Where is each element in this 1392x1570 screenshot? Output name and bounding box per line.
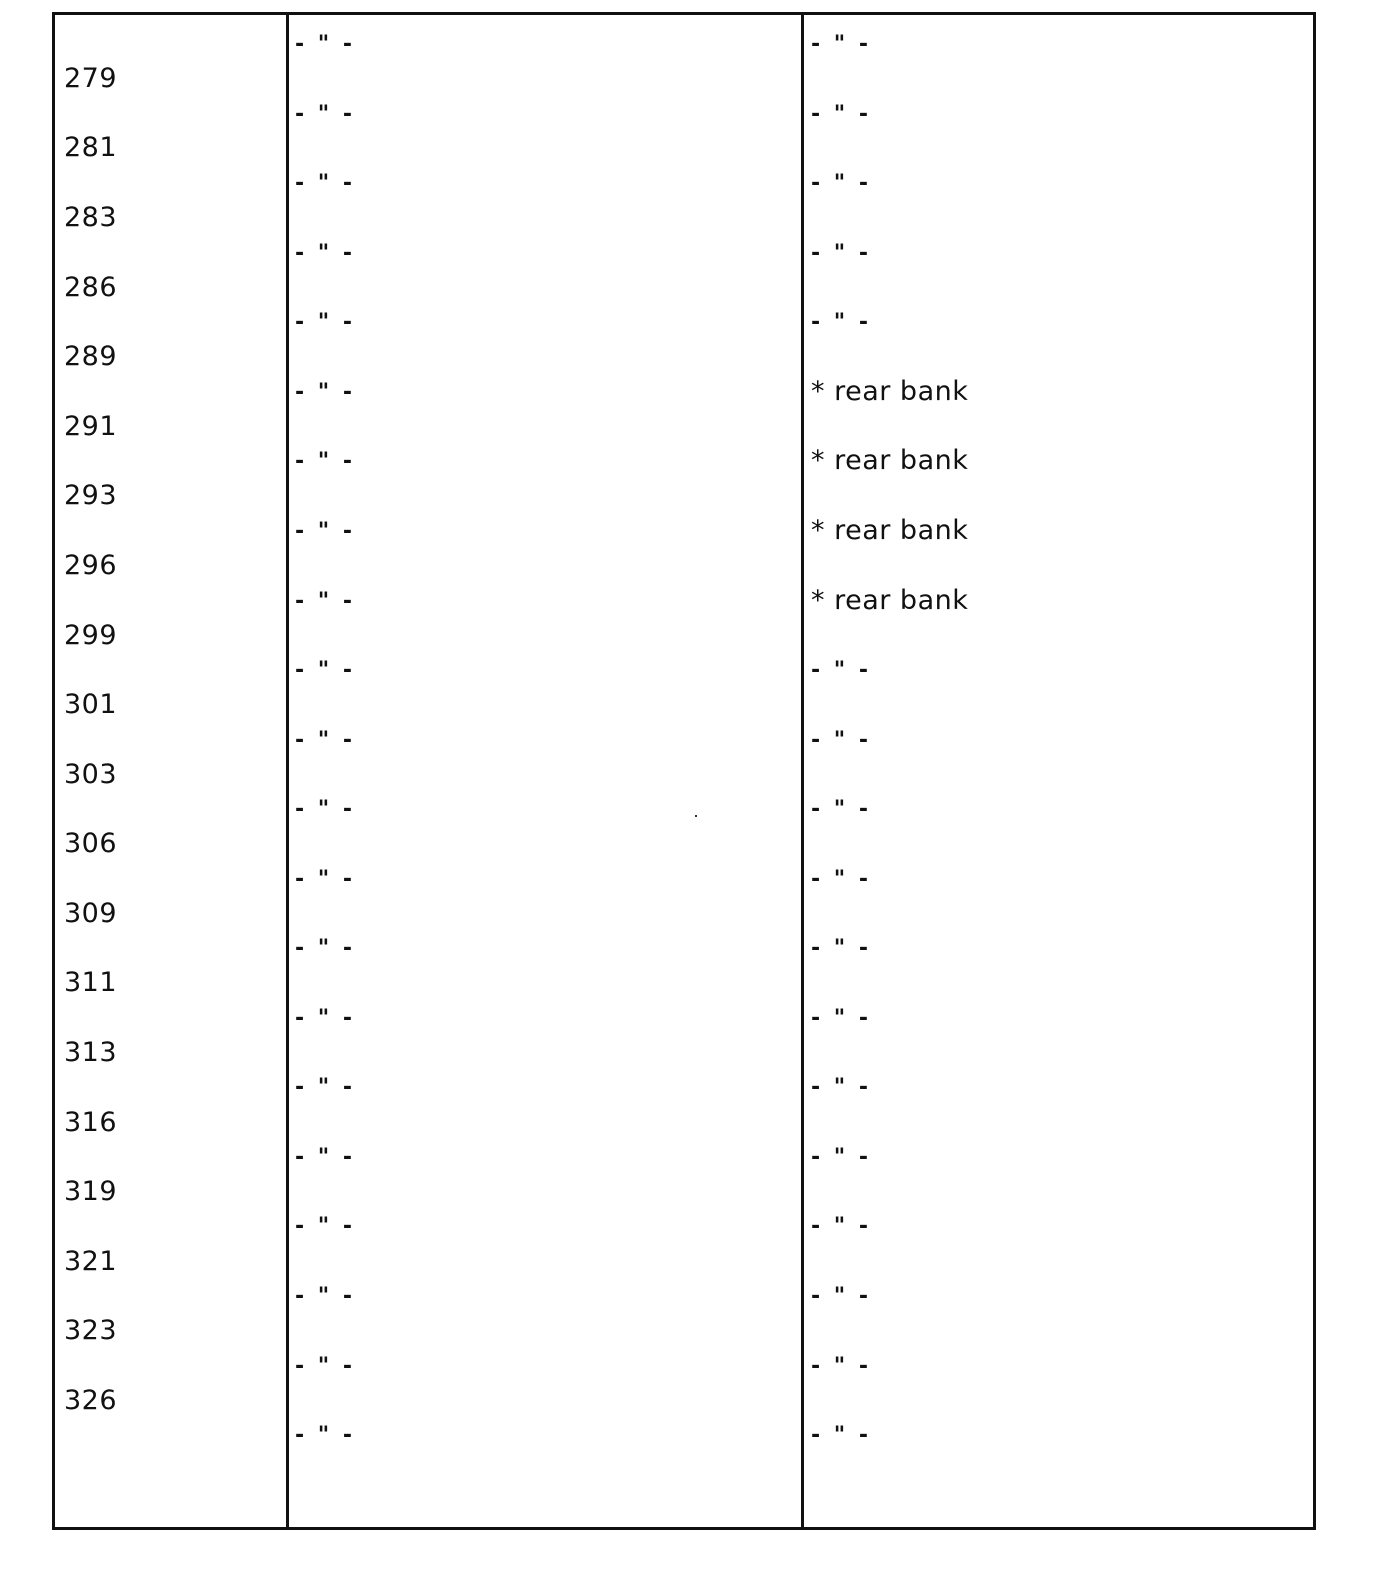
ditto-mark: - " - [811, 936, 872, 961]
ditto-mark: - " - [811, 310, 872, 335]
line-number: 301 [64, 689, 118, 720]
line-number: 306 [64, 828, 118, 859]
ditto-mark: - " - [295, 936, 356, 961]
ditto-mark: - " - [811, 797, 872, 822]
line-number: 303 [64, 759, 118, 790]
rear-bank-note: * rear bank [811, 585, 969, 616]
ditto-mark: - " - [295, 1145, 356, 1170]
line-number: 289 [64, 341, 118, 372]
ditto-mark: - " - [295, 1214, 356, 1239]
ditto-mark: - " - [811, 1284, 872, 1309]
line-number: 319 [64, 1176, 118, 1207]
rear-bank-note: * rear bank [811, 445, 969, 476]
ditto-mark: - " - [295, 797, 356, 822]
ditto-mark: - " - [811, 1214, 872, 1239]
ditto-mark: - " - [295, 1284, 356, 1309]
data-table [52, 12, 1316, 1530]
line-number: 291 [64, 411, 118, 442]
ditto-mark: - " - [295, 1423, 356, 1448]
line-number: 293 [64, 480, 118, 511]
line-number: 309 [64, 898, 118, 929]
line-number: 316 [64, 1107, 118, 1138]
line-number: 313 [64, 1037, 118, 1068]
line-number: 281 [64, 132, 118, 163]
ditto-mark: - " - [295, 449, 356, 474]
ditto-mark: - " - [811, 658, 872, 683]
ditto-mark: - " - [811, 1354, 872, 1379]
ditto-mark: - " - [295, 171, 356, 196]
ditto-mark: - " - [295, 867, 356, 892]
line-number: 283 [64, 202, 118, 233]
ditto-mark: - " - [811, 171, 872, 196]
ditto-mark: - " - [295, 102, 356, 127]
ditto-mark: - " - [295, 1006, 356, 1031]
line-number: 311 [64, 967, 118, 998]
ditto-mark: - " - [811, 1075, 872, 1100]
rear-bank-note: * rear bank [811, 515, 969, 546]
ditto-mark: - " - [295, 589, 356, 614]
ditto-mark: - " - [295, 241, 356, 266]
line-number: 286 [64, 272, 118, 303]
ditto-mark: - " - [811, 1145, 872, 1170]
ditto-mark: - " - [811, 1423, 872, 1448]
ditto-mark: - " - [811, 102, 872, 127]
ditto-mark: - " - [295, 380, 356, 405]
ditto-mark: - " - [295, 1354, 356, 1379]
ditto-mark: - " - [811, 867, 872, 892]
line-number: 296 [64, 550, 118, 581]
ditto-mark: - " - [811, 728, 872, 753]
column-divider-2 [801, 15, 804, 1527]
line-number: 279 [64, 63, 118, 94]
column-divider-1 [286, 15, 289, 1527]
ditto-mark: - " - [811, 1006, 872, 1031]
ditto-mark: - " - [295, 519, 356, 544]
rear-bank-note: * rear bank [811, 376, 969, 407]
scan-speck [695, 815, 697, 817]
ditto-mark: - " - [295, 658, 356, 683]
ditto-mark: - " - [295, 1075, 356, 1100]
ditto-mark: - " - [295, 310, 356, 335]
line-number: 321 [64, 1246, 118, 1277]
ditto-mark: - " - [811, 32, 872, 57]
ditto-mark: - " - [811, 241, 872, 266]
line-number: 326 [64, 1385, 118, 1416]
line-number: 323 [64, 1315, 118, 1346]
ditto-mark: - " - [295, 32, 356, 57]
line-number: 299 [64, 620, 118, 651]
ditto-mark: - " - [295, 728, 356, 753]
